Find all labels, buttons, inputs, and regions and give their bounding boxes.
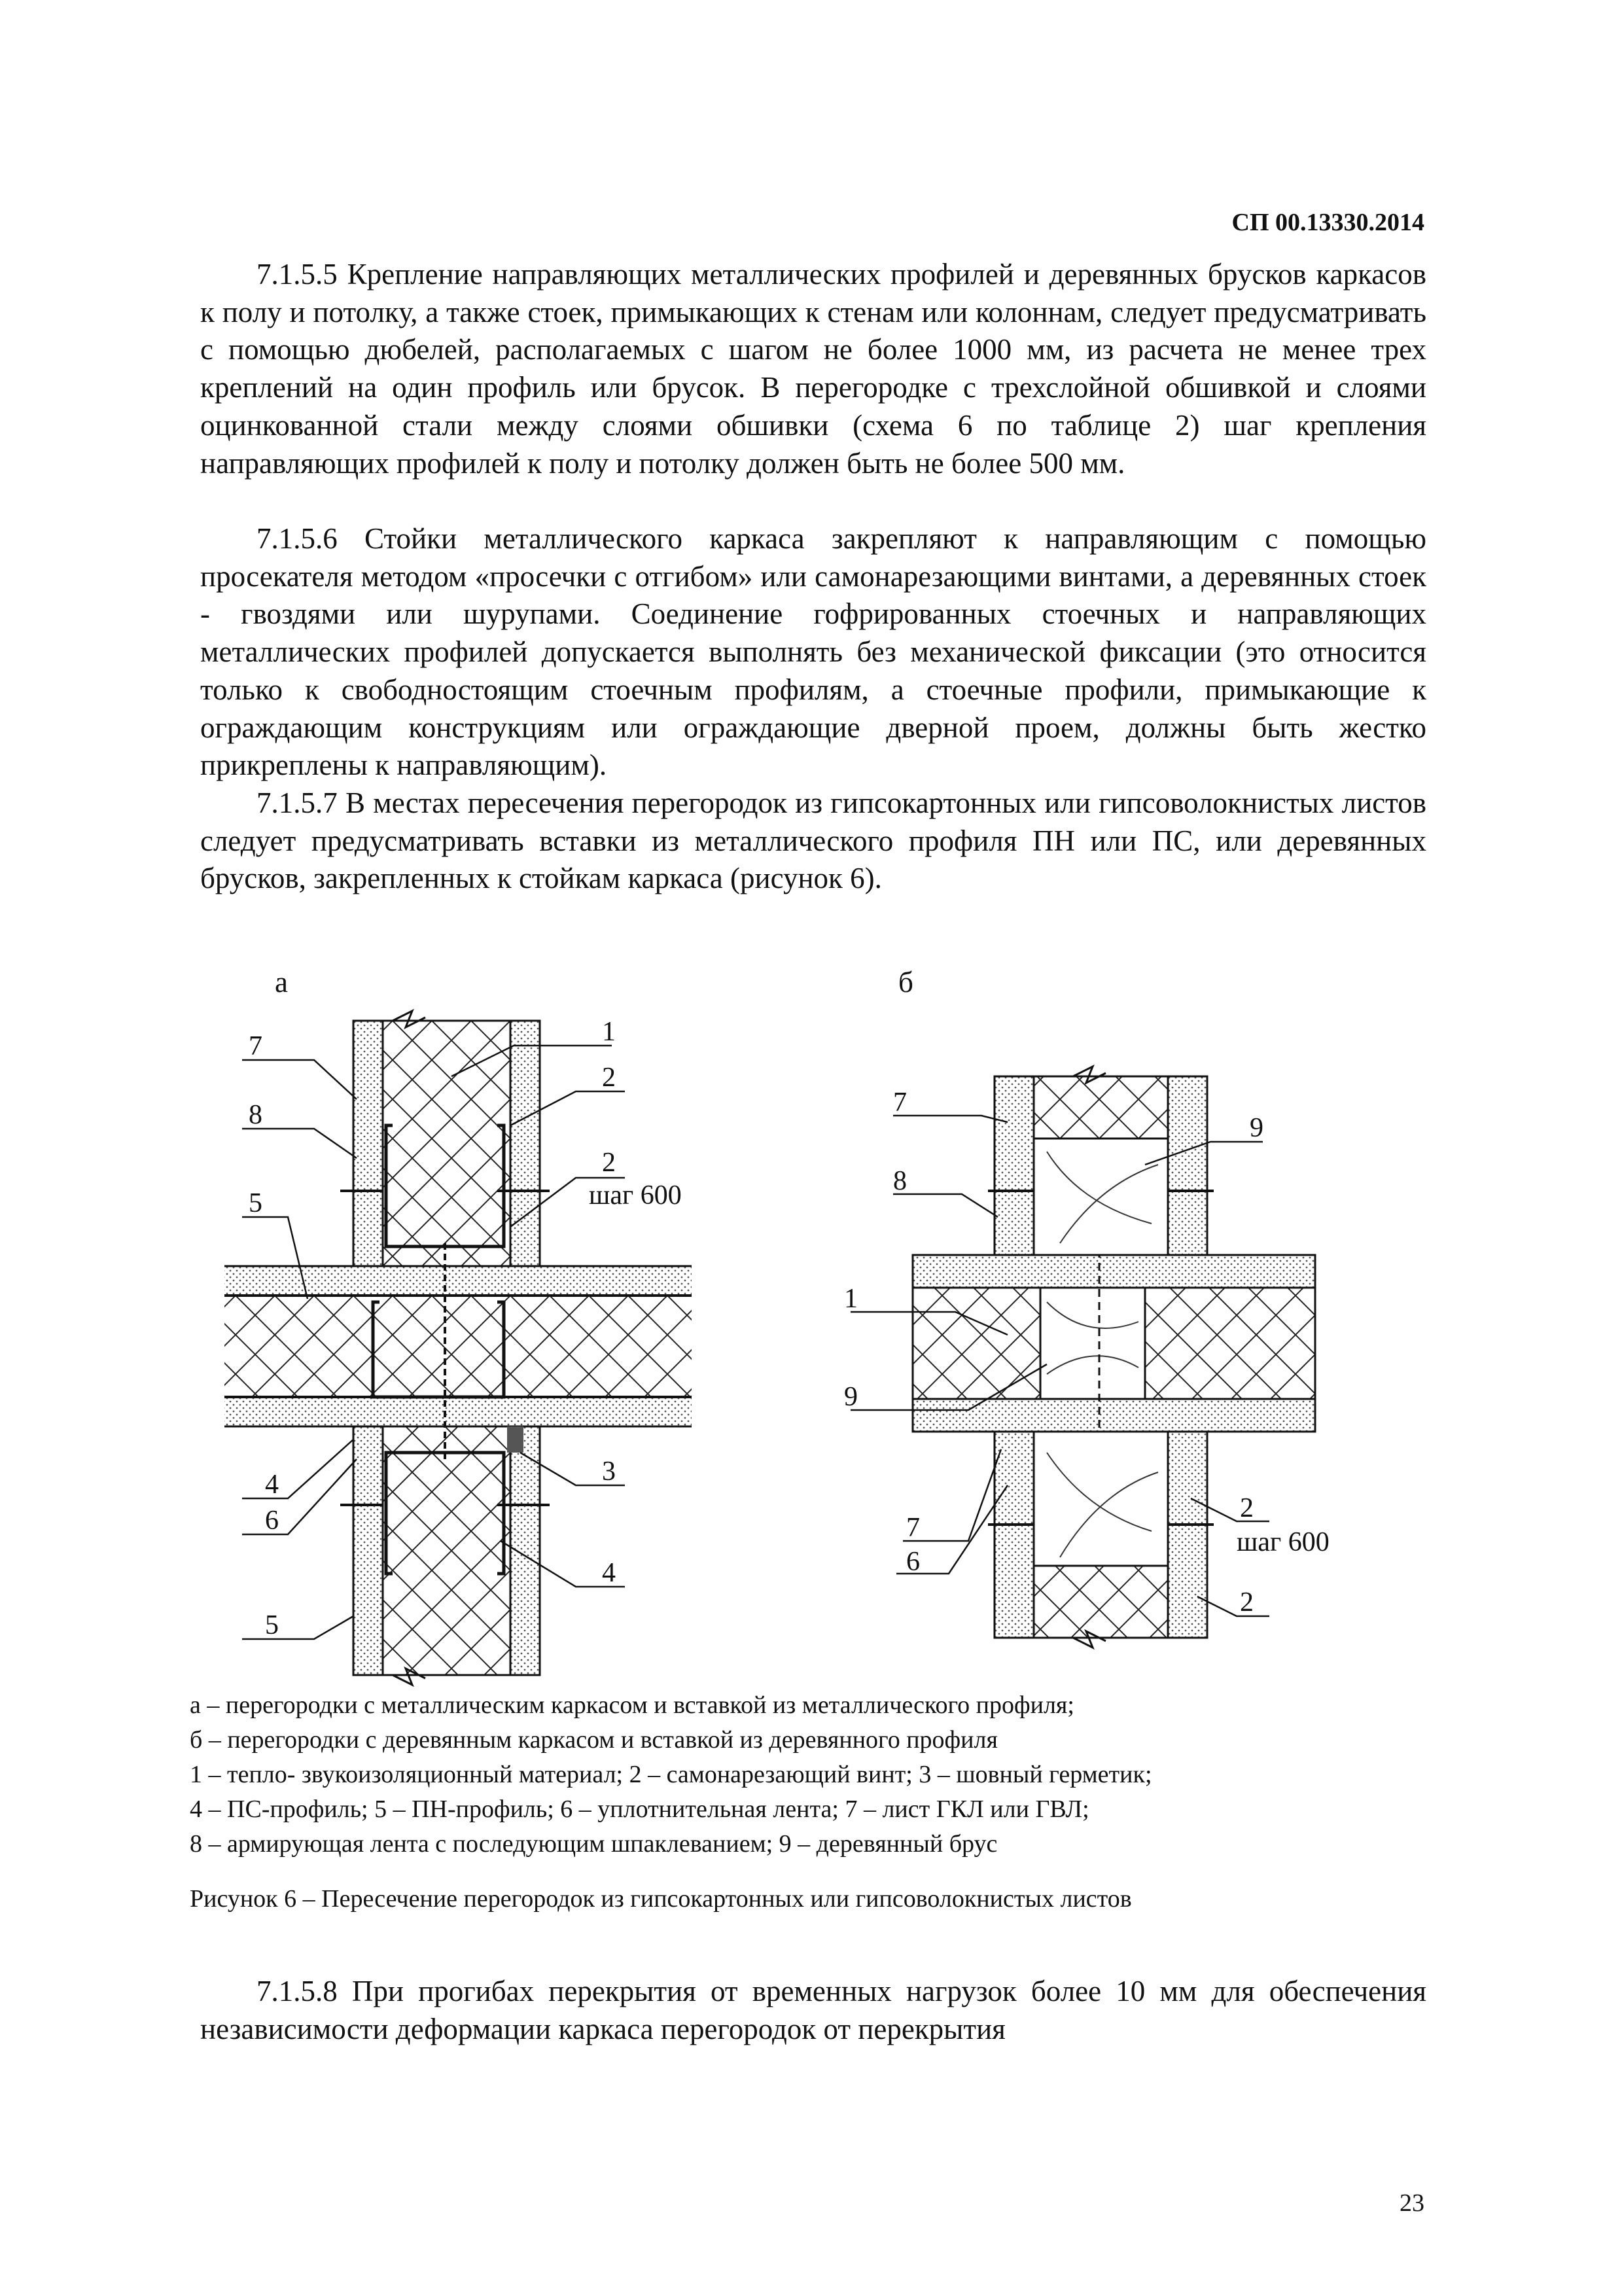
callout-a-8: 8	[249, 1100, 262, 1130]
panel-a-drawing	[222, 1011, 694, 1685]
callout-b-2-lower: 2	[1240, 1587, 1254, 1617]
callout-a-step: шаг 600	[589, 1180, 682, 1210]
callout-b-8: 8	[893, 1166, 907, 1196]
document-code: СП 00.13330.2014	[1231, 209, 1424, 236]
callout-a-4-left: 4	[265, 1470, 279, 1500]
callout-a-7: 7	[249, 1031, 262, 1061]
figure-caption: Рисунок 6 – Пересечение перегородок из гипсокартонных или гипсоволокнистых листов	[190, 1885, 1132, 1913]
legend-line: 1 – тепло- звукоизоляционный материал; 2 – самонарезающий винт; 3 – шовный герметик;	[190, 1761, 1152, 1788]
callout-a-2b: 2	[602, 1148, 616, 1178]
callout-a-2a: 2	[602, 1063, 616, 1093]
paragraph-7-1-5-7: 7.1.5.7 В местах пересечения перегородок из гипсокартонных или гипсоволокнистых листов следует предусматривать вставки из металлического профиля ПН или ПС, или деревянных брусков, закрепленных к стойкам каркаса (рисунок 6).	[200, 786, 1426, 895]
callout-b-step: шаг 600	[1237, 1527, 1330, 1557]
paragraph-7-1-5-8: 7.1.5.8 При прогибах перекрытия от временных нагрузок более 10 мм для обеспечения независимости деформации каркаса перегородок от перекрытия	[200, 1975, 1426, 2045]
legend-line: 8 – армирующая лента с последующим шпаклеванием; 9 – деревянный брус	[190, 1830, 998, 1858]
figure-panel-b-label: б	[898, 966, 913, 998]
paragraph-7-1-5-6: 7.1.5.6 Стойки металлического каркаса закрепляют к направляющим с помощью просекателя методом «просечки с отгибом» или самонарезающими винтами, а деревянных стоек - гвоздями или шурупами. Соединение гофрированных стоечных и направляющих металлических профилей допускается выполнять без механической фиксации (это относится только к свободностоящим стоечным профилям, а стоечные профили, примыкающие к ограждающим конструкциям или ограждающие дверной проем, должны быть жестко прикреплены к направляющим).	[200, 522, 1426, 782]
figure-legend	[190, 1688, 1433, 1862]
legend-line: 4 – ПС-профиль; 5 – ПН-профиль; 6 – уплотнительная лента; 7 – лист ГКЛ или ГВЛ;	[190, 1795, 1089, 1823]
page-number: 23	[1400, 2189, 1424, 2217]
paragraph-7-1-5-5: 7.1.5.5 Крепление направляющих металлических профилей и деревянных брусков каркасов к полу и потолку, а также стоек, примыкающих к стенам или колоннам, следует предусматривать с помощью дюбелей, располагаемых с шагом не более 1000 мм, из расчета не менее трех креплений на один профиль или брусок. В перегородке с трехслойной обшивкой и слоями оцинкованной стали между слоями обшивки (схема 6 по таблице 2) шаг крепления направляющих профилей к полу и потолку должен быть не более 500 мм.	[200, 258, 1426, 480]
callout-a-6: 6	[265, 1506, 279, 1536]
callout-a-5-top: 5	[249, 1188, 262, 1218]
callout-a-1: 1	[602, 1017, 616, 1047]
panel-b-drawing	[844, 1067, 1330, 1648]
callout-b-9-top: 9	[1250, 1113, 1263, 1143]
callout-b-9-bottom: 9	[844, 1382, 858, 1412]
callout-b-7-bottom: 7	[906, 1513, 920, 1543]
callout-b-6: 6	[906, 1547, 920, 1577]
callout-a-4-right: 4	[602, 1558, 616, 1588]
callout-b-1: 1	[844, 1284, 858, 1314]
callout-a-5-bottom: 5	[265, 1610, 279, 1640]
callout-b-7-top: 7	[893, 1087, 907, 1118]
callout-a-3: 3	[602, 1457, 616, 1487]
legend-line: б – перегородки с деревянным каркасом и вставкой из деревянного профиля	[190, 1726, 998, 1754]
legend-line: а – перегородки с металлическим каркасом и вставкой из металлического профиля;	[190, 1691, 1074, 1719]
callout-b-2-upper: 2	[1240, 1493, 1254, 1523]
figure-panel-a-label: а	[275, 966, 288, 998]
